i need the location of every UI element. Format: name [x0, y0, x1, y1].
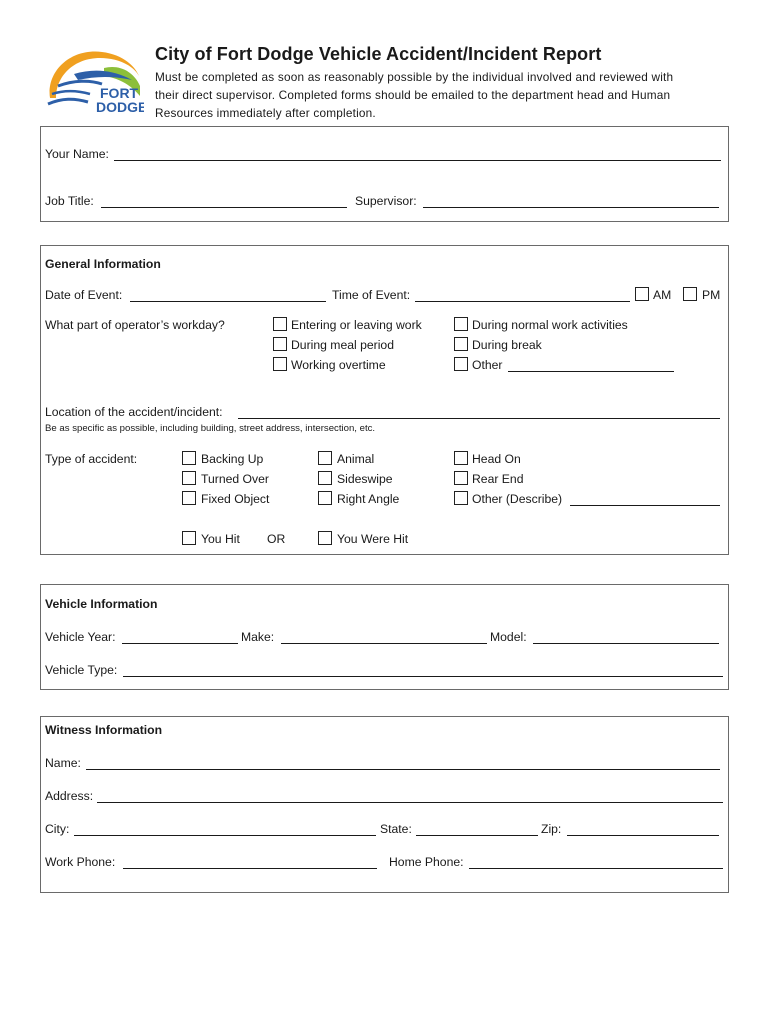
- witness-zip-label: Zip:: [541, 822, 562, 836]
- witness-name-field[interactable]: [86, 769, 720, 770]
- turned-over-label: Turned Over: [201, 472, 269, 486]
- employee-section: [40, 126, 729, 222]
- vehicle-information-heading: Vehicle Information: [45, 597, 158, 611]
- you-hit-checkbox[interactable]: [182, 531, 196, 545]
- fort-dodge-logo: [44, 46, 144, 118]
- vehicle-model-field[interactable]: [533, 643, 719, 644]
- witness-work-phone-label: Work Phone:: [45, 855, 116, 869]
- workday-other-label: Other: [472, 358, 503, 372]
- location-field[interactable]: [238, 418, 720, 419]
- job-title-field[interactable]: [101, 207, 347, 208]
- backing-up-label: Backing Up: [201, 452, 264, 466]
- vehicle-make-label: Make:: [241, 630, 275, 644]
- time-of-event-label: Time of Event:: [332, 288, 411, 302]
- vehicle-type-field[interactable]: [123, 676, 723, 677]
- you-were-hit-label: You Were Hit: [337, 532, 409, 546]
- vehicle-year-label: Vehicle Year:: [45, 630, 116, 644]
- workday-other-field[interactable]: [508, 371, 674, 372]
- witness-address-field[interactable]: [97, 802, 723, 803]
- witness-city-field[interactable]: [74, 835, 376, 836]
- workday-other-checkbox[interactable]: [454, 357, 468, 371]
- vehicle-type-label: Vehicle Type:: [45, 663, 118, 677]
- witness-zip-field[interactable]: [567, 835, 719, 836]
- am-checkbox[interactable]: [635, 287, 649, 301]
- type-other-checkbox[interactable]: [454, 491, 468, 505]
- normal-work-activities-checkbox[interactable]: [454, 317, 468, 331]
- intro-line-3: Resources immediately after completion.: [155, 106, 376, 120]
- sideswipe-checkbox[interactable]: [318, 471, 332, 485]
- witness-information-section: [40, 716, 729, 893]
- rear-end-checkbox[interactable]: [454, 471, 468, 485]
- you-were-hit-checkbox[interactable]: [318, 531, 332, 545]
- witness-information-heading: Witness Information: [45, 723, 163, 737]
- vehicle-year-field[interactable]: [122, 643, 238, 644]
- meal-period-label: During meal period: [291, 338, 394, 352]
- your-name-label: Your Name:: [45, 147, 109, 161]
- intro-line-2: their direct supervisor. Completed forms should be emailed to the department head and Human: [155, 88, 671, 102]
- entering-leaving-work-label: Entering or leaving work: [291, 318, 422, 332]
- your-name-field[interactable]: [114, 160, 721, 161]
- you-hit-label: You Hit: [201, 532, 240, 546]
- during-break-label: During break: [472, 338, 542, 352]
- general-information-heading: General Information: [45, 257, 161, 271]
- sideswipe-label: Sideswipe: [337, 472, 393, 486]
- normal-work-activities-label: During normal work activities: [472, 318, 628, 332]
- right-angle-label: Right Angle: [337, 492, 400, 506]
- vehicle-make-field[interactable]: [281, 643, 487, 644]
- head-on-label: Head On: [472, 452, 521, 466]
- witness-work-phone-field[interactable]: [123, 868, 377, 869]
- backing-up-checkbox[interactable]: [182, 451, 196, 465]
- date-of-event-label: Date of Event:: [45, 288, 123, 302]
- type-other-describe-field[interactable]: [570, 505, 720, 506]
- intro-text: [155, 68, 725, 122]
- pm-label: PM: [702, 288, 721, 302]
- logo-text-top: FORT: [100, 85, 139, 101]
- location-label: Location of the accident/incident:: [45, 405, 223, 419]
- right-angle-checkbox[interactable]: [318, 491, 332, 505]
- witness-home-phone-label: Home Phone:: [389, 855, 464, 869]
- supervisor-label: Supervisor:: [355, 194, 417, 208]
- date-of-event-field[interactable]: [130, 301, 326, 302]
- page-title: City of Fort Dodge Vehicle Accident/Incident Report: [155, 44, 602, 64]
- fort-dodge-logo-graphic: [44, 46, 144, 118]
- animal-checkbox[interactable]: [318, 451, 332, 465]
- location-hint: Be as specific as possible, including building, street address, intersection, etc.: [45, 423, 376, 434]
- pm-checkbox[interactable]: [683, 287, 697, 301]
- working-overtime-checkbox[interactable]: [273, 357, 287, 371]
- or-label: OR: [267, 532, 286, 546]
- vehicle-model-label: Model:: [490, 630, 527, 644]
- fixed-object-checkbox[interactable]: [182, 491, 196, 505]
- witness-state-field[interactable]: [416, 835, 538, 836]
- witness-address-label: Address:: [45, 789, 94, 803]
- during-break-checkbox[interactable]: [454, 337, 468, 351]
- job-title-label: Job Title:: [45, 194, 94, 208]
- workday-label: What part of operator’s workday?: [45, 318, 225, 332]
- witness-state-label: State:: [380, 822, 412, 836]
- head-on-checkbox[interactable]: [454, 451, 468, 465]
- fixed-object-label: Fixed Object: [201, 492, 270, 506]
- logo-text-bottom: DODGE: [96, 99, 144, 115]
- type-of-accident-label: Type of accident:: [45, 452, 138, 466]
- meal-period-checkbox[interactable]: [273, 337, 287, 351]
- witness-city-label: City:: [45, 822, 70, 836]
- time-of-event-field[interactable]: [415, 301, 630, 302]
- supervisor-field[interactable]: [423, 207, 719, 208]
- rear-end-label: Rear End: [472, 472, 524, 486]
- working-overtime-label: Working overtime: [291, 358, 386, 372]
- intro-line-1: Must be completed as soon as reasonably possible by the individual involved and reviewed with: [155, 70, 674, 84]
- general-information-section: [40, 245, 729, 555]
- witness-name-label: Name:: [45, 756, 81, 770]
- am-label: AM: [653, 288, 672, 302]
- vehicle-information-section: [40, 584, 729, 690]
- type-other-label: Other (Describe): [472, 492, 563, 506]
- turned-over-checkbox[interactable]: [182, 471, 196, 485]
- witness-home-phone-field[interactable]: [469, 868, 723, 869]
- animal-label: Animal: [337, 452, 375, 466]
- entering-leaving-work-checkbox[interactable]: [273, 317, 287, 331]
